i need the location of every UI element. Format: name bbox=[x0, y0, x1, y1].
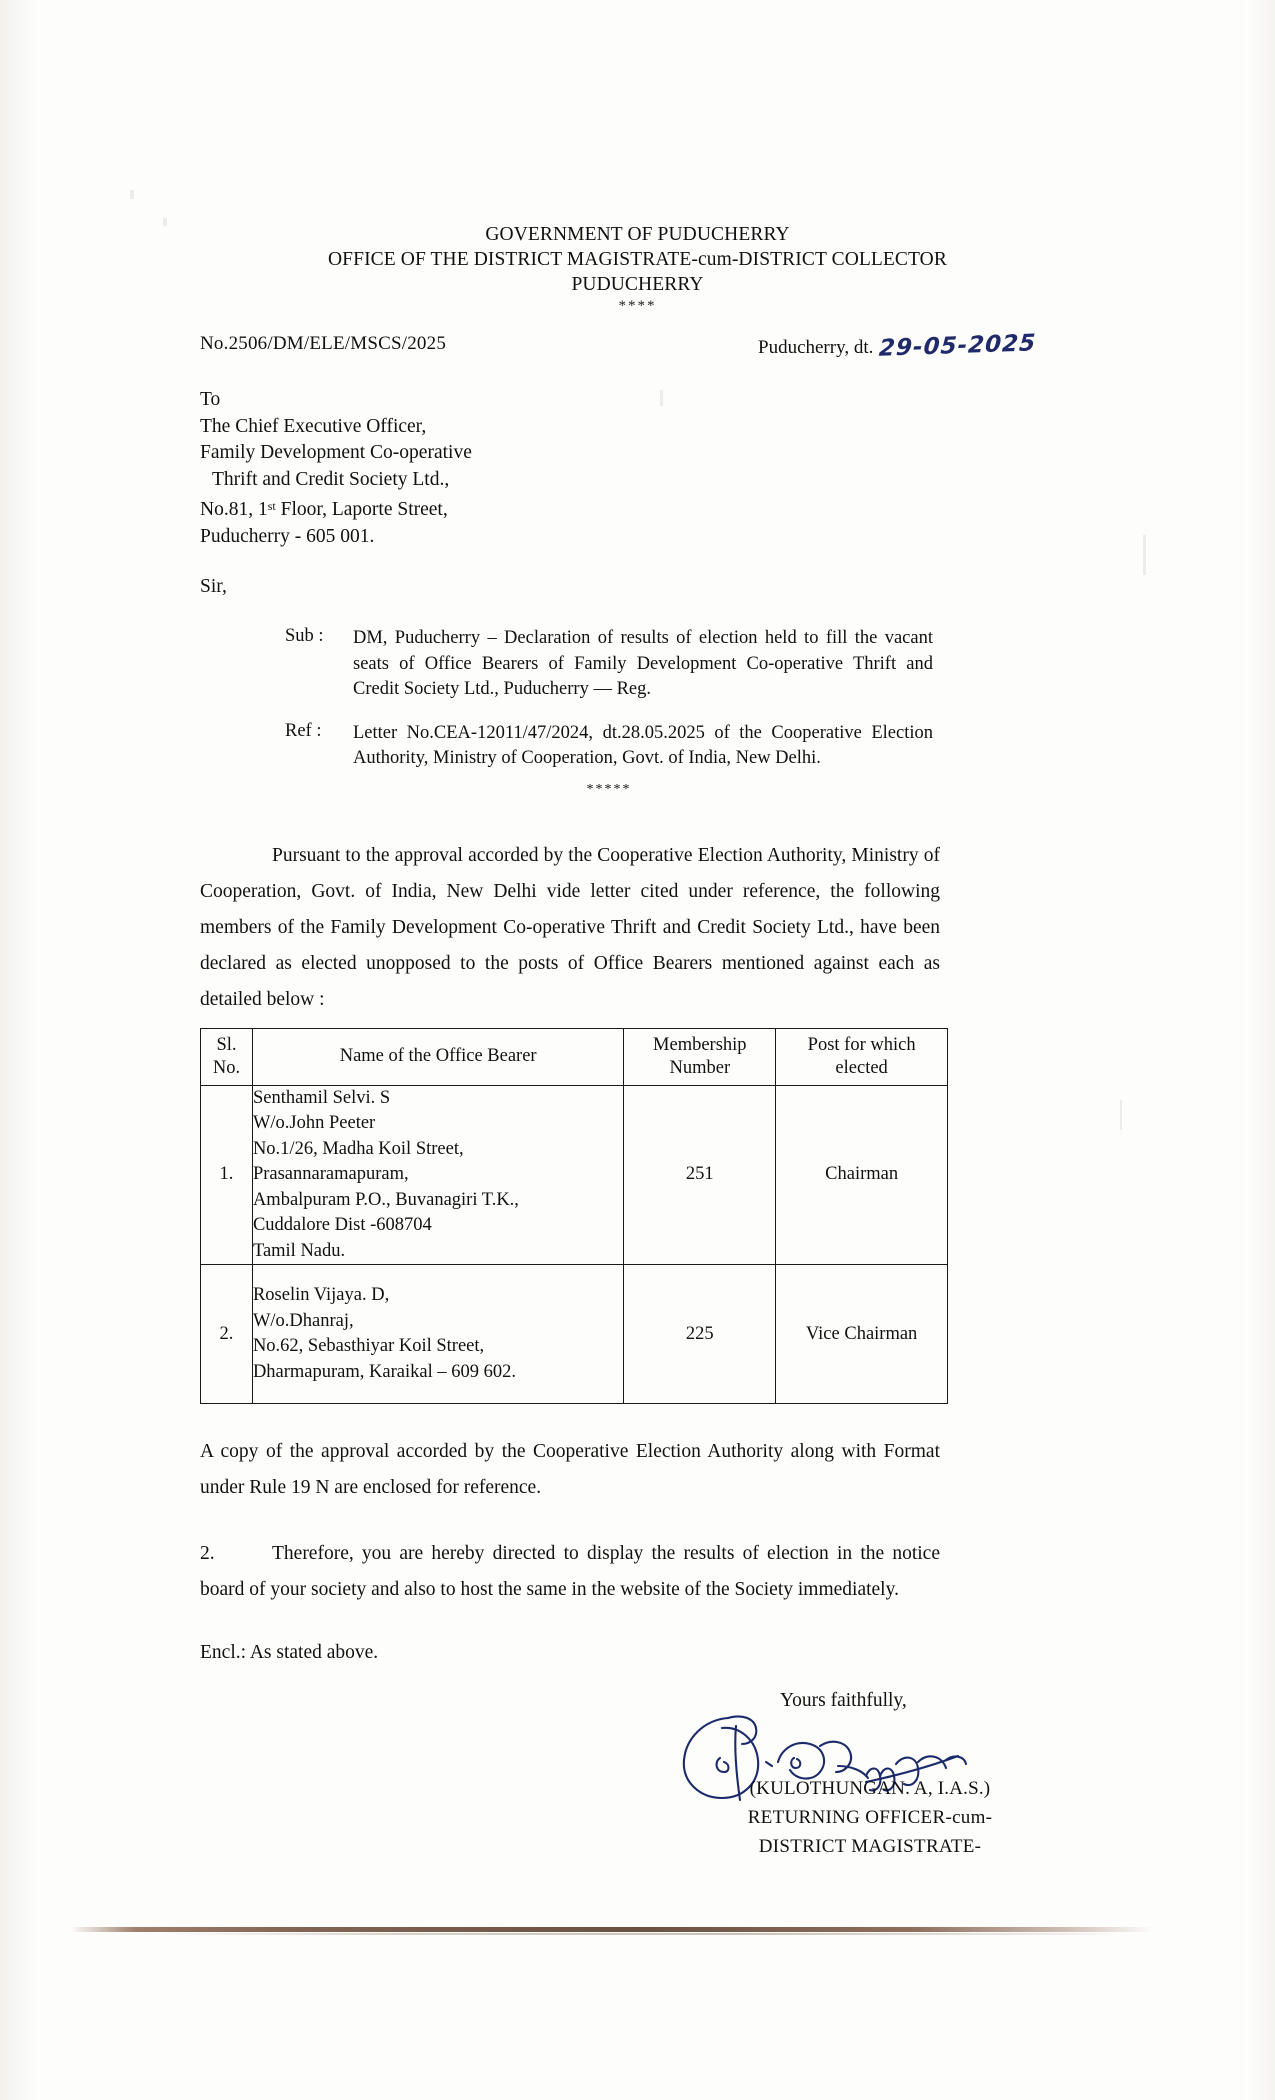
column-header-sl-no-line2: No. bbox=[212, 1057, 241, 1078]
subject-reference-block bbox=[285, 626, 1275, 798]
signatory-designation-line-2: DISTRICT MAGISTRATE- bbox=[758, 1836, 982, 1857]
row-2-name bbox=[252, 1265, 623, 1404]
column-header-membership bbox=[624, 1028, 776, 1085]
row-1-name-line-4: Prasannaramapuram, bbox=[252, 1164, 409, 1184]
row-2-sl-no: 2. bbox=[201, 1265, 253, 1404]
row-2-name-line-1: Roselin Vijaya. D, bbox=[252, 1285, 390, 1305]
page-fold-line-secondary bbox=[160, 1933, 1120, 1935]
row-2-membership-number: 225 bbox=[624, 1265, 776, 1404]
reference-text: Letter No.CEA-12011/47/2024, dt.28.05.2025 of the Cooperative Election Authority, Ministry of Cooperation, Govt. of India, New Delhi. bbox=[353, 722, 933, 768]
column-header-post-line1: Post for which bbox=[807, 1034, 916, 1055]
row-1-name-line-6: Cuddalore Dist -608704 bbox=[252, 1215, 432, 1235]
row-1-name bbox=[252, 1085, 623, 1265]
letterhead-city: PUDUCHERRY bbox=[571, 274, 704, 295]
column-header-post bbox=[776, 1028, 948, 1085]
enclosure-note: Encl.: As stated above. bbox=[200, 1642, 379, 1663]
column-header-name: Name of the Office Bearer bbox=[252, 1028, 623, 1085]
reference-label: Ref : bbox=[285, 720, 322, 741]
column-header-sl-no bbox=[201, 1028, 253, 1085]
signature-block bbox=[660, 1690, 1080, 1861]
results-table bbox=[200, 1028, 948, 1405]
place-date-label: Puducherry, dt. bbox=[758, 337, 874, 358]
body-paragraph-1: Pursuant to the approval accorded by the Cooperative Election Authority, Ministry of Cooperation, Govt. of India, New Delhi vide letter cited under reference, the following members of the Family Development Co-operative Thrift and Credit Society Ltd., have been declared as elected unopposed to the posts of Office Bearers mentioned against each as detailed below : bbox=[200, 844, 940, 1010]
subject-text: DM, Puducherry – Declaration of results of election held to fill the vacant seats of Office Bearers of Family Development Co-operative Thrift and Credit Society Ltd., Puducherry –– Reg. bbox=[353, 628, 933, 699]
table-header-row bbox=[201, 1028, 948, 1085]
row-2-name-line-3: No.62, Sebasthiyar Koil Street, bbox=[252, 1336, 485, 1356]
row-1-name-line-7: Tamil Nadu. bbox=[252, 1240, 346, 1261]
column-header-membership-line2: Number bbox=[669, 1057, 731, 1078]
row-2-post: Vice Chairman bbox=[776, 1265, 948, 1404]
signatory-designation-line-1: RETURNING OFFICER-cum- bbox=[747, 1807, 993, 1828]
row-1-sl-no: 1. bbox=[201, 1085, 253, 1265]
addressee-block bbox=[200, 387, 1275, 550]
row-1-name-line-5: Ambalpuram P.O., Buvanagiri T.K., bbox=[252, 1189, 519, 1210]
subject-label: Sub : bbox=[285, 626, 324, 646]
addressee-line-2: Family Development Co-operative bbox=[200, 442, 472, 463]
column-header-post-line2: elected bbox=[835, 1057, 888, 1078]
addressee-line-4 bbox=[200, 493, 1275, 524]
letterhead-stars: **** bbox=[618, 298, 657, 314]
file-number: No.2506/DM/ELE/MSCS/2025 bbox=[200, 333, 447, 354]
column-header-membership-line1: Membership bbox=[653, 1034, 747, 1055]
addressee-line-1: The Chief Executive Officer, bbox=[200, 415, 427, 437]
row-1-name-line-2: W/o.John Peeter bbox=[252, 1113, 376, 1133]
salutation: Sir, bbox=[200, 576, 227, 597]
row-2-name-line-4: Dharmapuram, Karaikal – 609 602. bbox=[252, 1361, 516, 1382]
place-date bbox=[758, 330, 1038, 362]
row-2-name-line-2: W/o.Dhanraj, bbox=[252, 1310, 354, 1331]
addressee-line-3: Thrift and Credit Society Ltd., bbox=[212, 468, 450, 490]
addressee-line-4-suffix: Floor, Laporte Street, bbox=[275, 499, 448, 520]
reference-item bbox=[285, 721, 1275, 772]
addressee-line-4-prefix: No.81, 1 bbox=[200, 499, 268, 520]
addressee-line-4-ordinal: st bbox=[267, 499, 276, 513]
table-row bbox=[201, 1265, 948, 1404]
letterhead-government: GOVERNMENT OF PUDUCHERRY bbox=[485, 224, 790, 245]
letterhead-office: OFFICE OF THE DISTRICT MAGISTRATE-cum-DISTRICT COLLECTOR bbox=[328, 249, 947, 270]
signatory-name: (KULOTHUNGAN. A, I.A.S.) bbox=[749, 1778, 991, 1799]
divider-stars: ***** bbox=[586, 781, 632, 797]
closing-paragraph-2 bbox=[200, 1536, 940, 1608]
addressee-line-5: Puducherry - 605 001. bbox=[200, 525, 375, 547]
reference-row bbox=[0, 330, 1275, 365]
closing-paragraph-2-number: 2. bbox=[200, 1543, 215, 1564]
column-header-sl-no-line1: Sl. bbox=[216, 1034, 237, 1055]
table-row bbox=[201, 1085, 948, 1265]
row-1-name-line-3: No.1/26, Madha Koil Street, bbox=[252, 1138, 464, 1159]
signatory-details bbox=[660, 1774, 1080, 1861]
yours-faithfully: Yours faithfully, bbox=[780, 1690, 907, 1711]
closing-paragraph-copy: A copy of the approval accorded by the Cooperative Election Authority along with Format under Rule 19 N are enclosed for reference. bbox=[200, 1441, 940, 1498]
row-1-membership-number: 251 bbox=[624, 1085, 776, 1265]
results-table-wrapper bbox=[200, 1028, 948, 1405]
closing-paragraph-2-text: Therefore, you are hereby directed to display the results of election in the notice board of your society and also to host the same in the website of the Society immediately. bbox=[200, 1543, 940, 1600]
row-1-name-line-1: Senthamil Selvi. S bbox=[252, 1087, 391, 1108]
addressee-to: To bbox=[200, 389, 221, 410]
handwritten-date: 29-05-2025 bbox=[878, 330, 1038, 362]
subject-item bbox=[285, 626, 1275, 703]
row-1-post: Chairman bbox=[776, 1085, 948, 1265]
page-fold-line bbox=[70, 1927, 1155, 1932]
